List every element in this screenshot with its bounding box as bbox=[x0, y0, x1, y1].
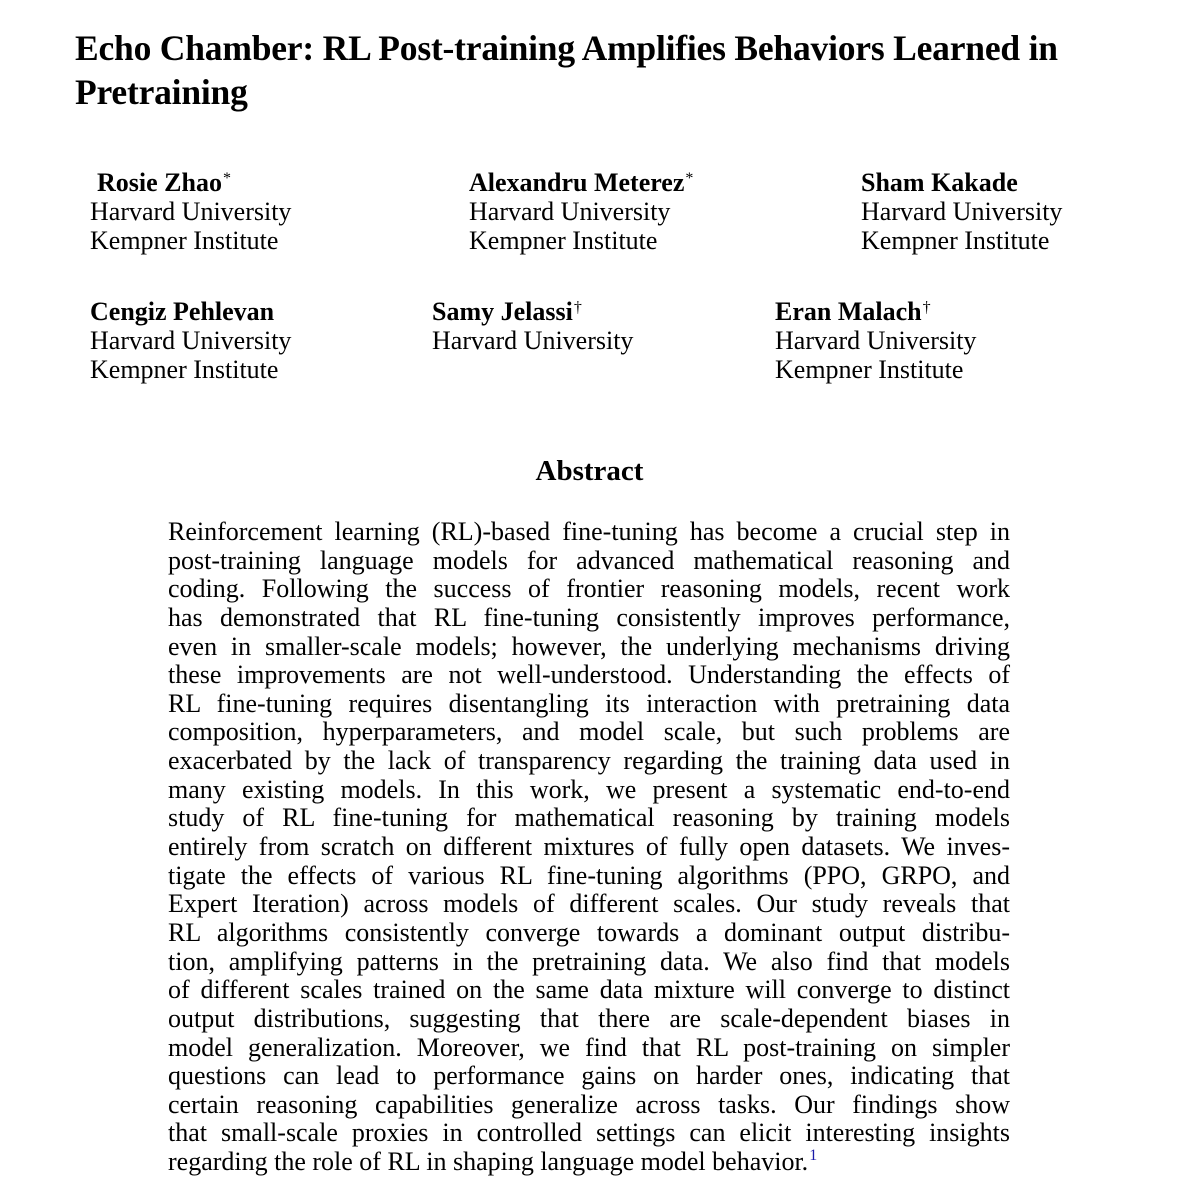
abstract-line: certain reasoning capabilities generalize across tasks. Our findings show bbox=[168, 1089, 1010, 1119]
abstract-line: study of RL fine-tuning for mathematical reasoning by training models bbox=[168, 803, 1010, 833]
author-block bbox=[469, 168, 693, 255]
footnote-link[interactable]: 1 bbox=[809, 1147, 818, 1165]
author-name: Rosie Zhao* bbox=[97, 168, 231, 197]
author-affiliation: Kempner Institute bbox=[469, 226, 658, 255]
abstract-line: tigate the effects of various RL fine-tuning algorithms (PPO, GRPO, and bbox=[168, 860, 1010, 890]
author-block bbox=[432, 297, 633, 355]
equal-contribution-mark: * bbox=[685, 170, 694, 187]
abstract-line: entirely from scratch on different mixtures of fully open datasets. We inves- bbox=[168, 832, 1010, 862]
dagger-mark: † bbox=[573, 299, 582, 316]
author-affiliation: Harvard University bbox=[775, 326, 977, 355]
abstract-line: model generalization. Moreover, we find that RL post-training on simpler bbox=[168, 1032, 1010, 1062]
abstract-last-line bbox=[168, 1148, 1010, 1177]
abstract-line: composition, hyperparameters, and model scale, but such problems are bbox=[168, 717, 1010, 747]
abstract-line: RL fine-tuning requires disentangling its interaction with pretraining data bbox=[168, 688, 1010, 718]
abstract-line: Expert Iteration) across models of different scales. Our study reveals that bbox=[168, 889, 1010, 919]
abstract-line: tion, amplifying patterns in the pretraining data. We also find that models bbox=[168, 946, 1010, 976]
abstract-line: RL algorithms consistently converge towards a dominant output distribu- bbox=[168, 917, 1010, 947]
abstract-line: questions can lead to performance gains on harder ones, indicating that bbox=[168, 1061, 1010, 1091]
author-name: Alexandru Meterez* bbox=[469, 168, 694, 197]
paper-title: Echo Chamber: RL Post-training Amplifies Behaviors Learned in Pretraining bbox=[75, 28, 1058, 112]
abstract-line: output distributions, suggesting that there are scale-dependent biases in bbox=[168, 1003, 1010, 1033]
author-affiliation: Kempner Institute bbox=[775, 355, 964, 384]
abstract-text bbox=[168, 518, 1010, 1177]
abstract-line: many existing models. In this work, we present a systematic end-to-end bbox=[168, 774, 1010, 804]
author-affiliation: Kempner Institute bbox=[90, 355, 279, 384]
author-affiliation: Harvard University bbox=[432, 326, 634, 355]
abstract-line: regarding the role of RL in shaping language model behavior. bbox=[168, 1147, 809, 1177]
equal-contribution-mark: * bbox=[222, 170, 231, 187]
abstract-line: exacerbated by the lack of transparency regarding the training data used in bbox=[168, 746, 1010, 776]
abstract-line: Reinforcement learning (RL)-based fine-tuning has become a crucial step in bbox=[168, 517, 1010, 546]
author-block bbox=[861, 168, 1062, 255]
author-affiliation: Harvard University bbox=[469, 197, 671, 226]
abstract-line: that small-scale proxies in controlled settings can elicit interesting insights bbox=[168, 1118, 1010, 1148]
author-name: Cengiz Pehlevan bbox=[90, 297, 275, 326]
author-affiliation: Harvard University bbox=[861, 197, 1063, 226]
author-affiliation: Harvard University bbox=[90, 326, 292, 355]
abstract-line: even in smaller-scale models; however, the underlying mechanisms driving bbox=[168, 631, 1010, 661]
author-affiliation: Harvard University bbox=[90, 197, 292, 226]
abstract-heading: Abstract bbox=[535, 455, 644, 487]
author-block bbox=[775, 297, 976, 384]
author-affiliation: Kempner Institute bbox=[90, 226, 279, 255]
author-name: Eran Malach† bbox=[775, 297, 931, 326]
abstract-line: post-training language models for advanced mathematical reasoning and bbox=[168, 545, 1010, 575]
abstract-line: has demonstrated that RL fine-tuning consistently improves performance, bbox=[168, 602, 1010, 632]
author-affiliation: Kempner Institute bbox=[861, 226, 1050, 255]
abstract-line: these improvements are not well-understood. Understanding the effects of bbox=[168, 660, 1010, 690]
author-block bbox=[90, 297, 291, 384]
abstract-line: of different scales trained on the same data mixture will converge to distinct bbox=[168, 975, 1010, 1005]
author-block bbox=[90, 168, 292, 255]
author-name: Sham Kakade bbox=[861, 168, 1018, 197]
author-name: Samy Jelassi† bbox=[432, 297, 582, 326]
dagger-mark: † bbox=[922, 299, 931, 316]
abstract-line: coding. Following the success of frontier reasoning models, recent work bbox=[168, 574, 1010, 604]
